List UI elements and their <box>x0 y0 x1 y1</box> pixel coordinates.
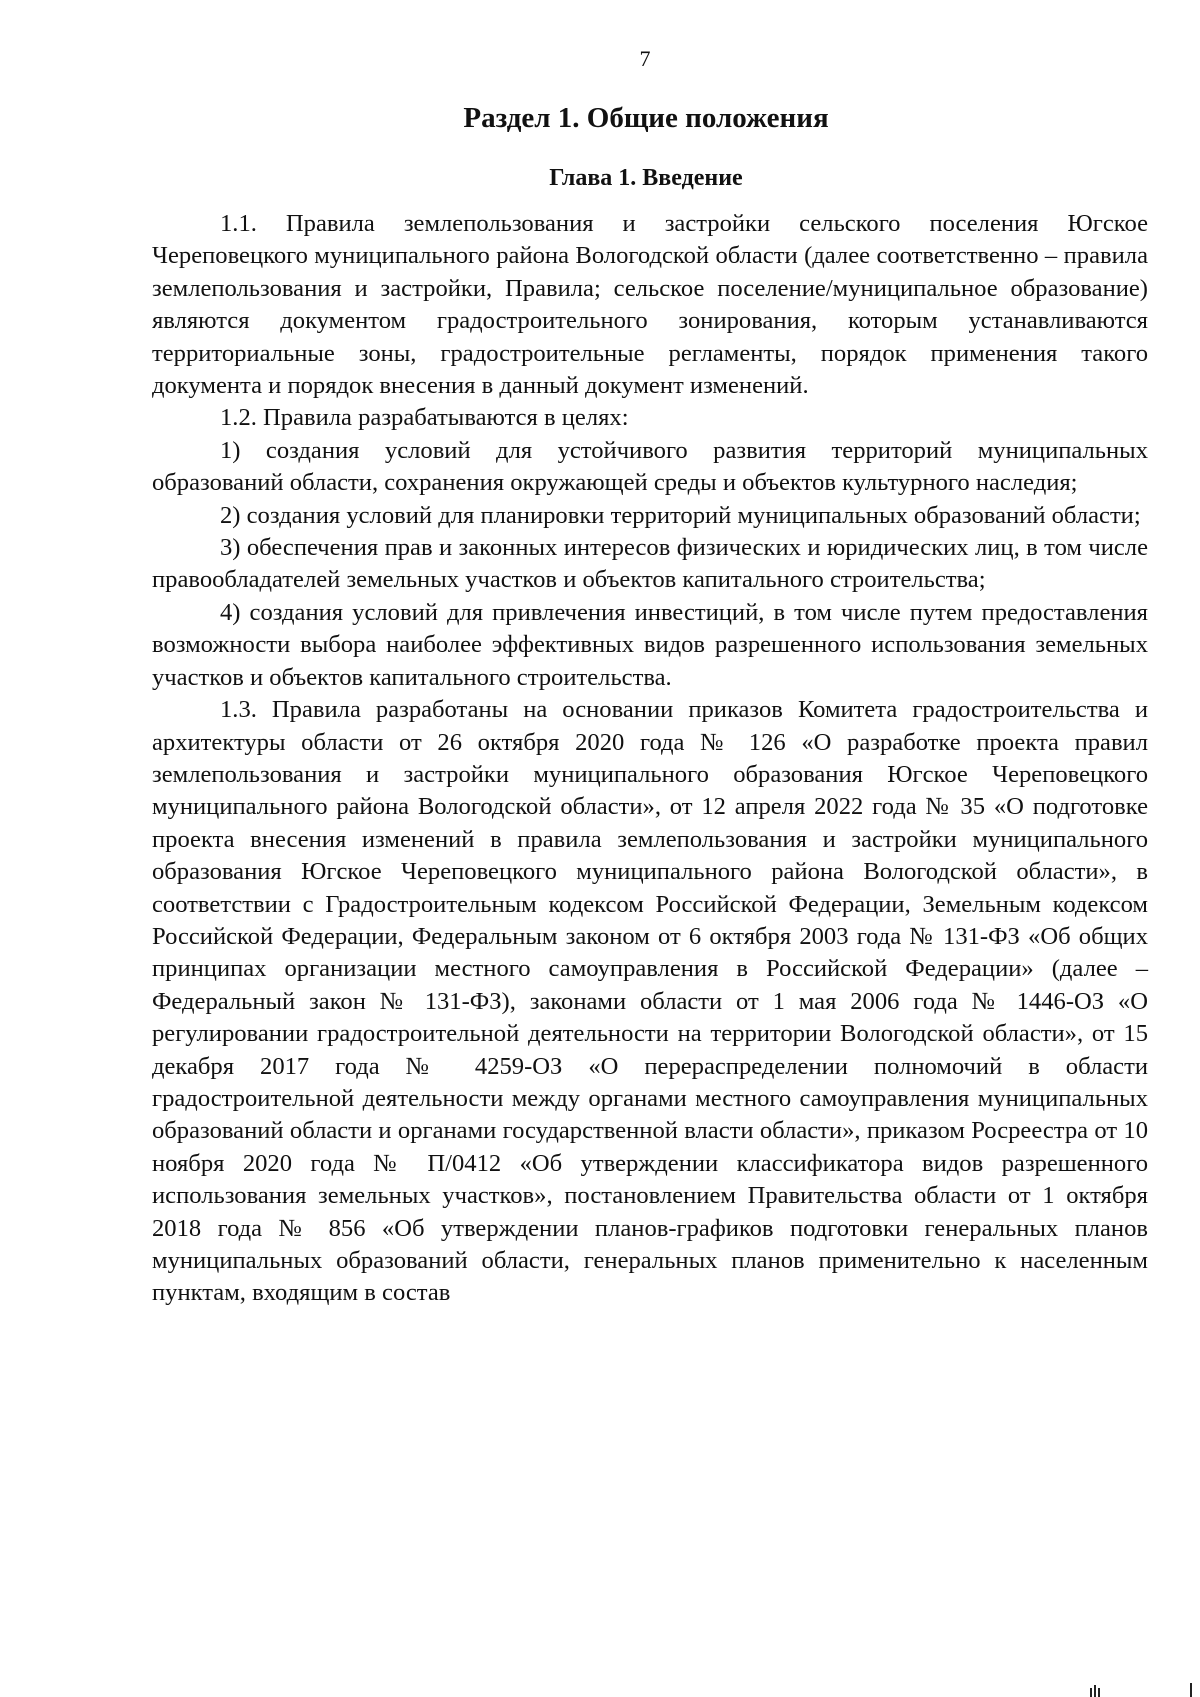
paragraph-1-1: 1.1. Правила землепользования и застройки сельского поселения Югское Череповецкого муниципального района Вологодской области (далее соответственно – правила землепользования и застройки, Правила; сельское поселение/муниципальное образование) являются документом градостроительного зонирования, которым устанавливаются территориальные зоны, градостроительные регламенты, порядок применения такого документа и порядок внесения в данный документ изменений. <box>152 210 1148 400</box>
chapter-title: Глава 1. Введение <box>549 165 743 191</box>
list-item-2: 2) создания условий для планировки территорий муниципальных образований области; <box>220 501 1141 529</box>
document-body <box>152 208 1148 1310</box>
section-title: Раздел 1. Общие положения <box>463 102 829 134</box>
page-number: 7 <box>639 46 651 71</box>
list-item-4: 4) создания условий для привлечения инвестиций, в том числе путем предоставления возможности выбора наиболее эффективных видов разрешенного использования земельных участков и объектов капитального строительства. <box>152 598 1148 691</box>
paragraph-1-3: 1.3. Правила разработаны на основании приказов Комитета градостроительства и архитектуры области от 26 октября 2020 года № 126 «О разработке проекта правил землепользования и застройки муниципального образования Югское Череповецкого муниципального района Вологодской области», от 12 апреля 2022 года № 35 «О подготовке проекта внесения изменений в правила землепользования и застройки муниципального образования Югское Череповецкого муниципального района Вологодской области», в соответствии с Градостроительным кодексом Российской Федерации, Земельным кодексом Российской Федерации, Федеральным законом от 6 октября 2003 года № 131-ФЗ «Об общих принципах организации местного самоуправления в Российской Федерации» (далее – Федеральный закон № 131-ФЗ), законами области от 1 мая 2006 года № 1446-ОЗ «О регулировании градостроительной деятельности на территории Вологодской области», от 15 декабря 2017 года № 4259-ОЗ «О перераспределении полномочий в области градостроительной деятельности между органами местного самоуправления муниципальных образований области и органами государственной власти области», приказом Росреестра от 10 ноября 2020 года № П/0412 «Об утверждении классификатора видов разрешенного использования земельных участков», постановлением Правительства области от 1 октября 2018 года № 856 «Об утверждении планов-графиков подготовки генеральных планов муниципальных образований области, генеральных планов применительно к населенным пунктам, входящим в состав <box>152 696 1148 1307</box>
paragraph-1-2: 1.2. Правила разрабатываются в целях: <box>220 404 629 432</box>
list-item-1: 1) создания условий для устойчивого развития территорий муниципальных образований области, сохранения окружающей среды и объектов культурного наследия; <box>152 436 1148 497</box>
list-item-3: 3) обеспечения прав и законных интересов физических и юридических лиц, в том числе правообладателей земельных участков и объектов капитального строительства; <box>152 534 1148 594</box>
scan-marks <box>1080 1676 1200 1697</box>
